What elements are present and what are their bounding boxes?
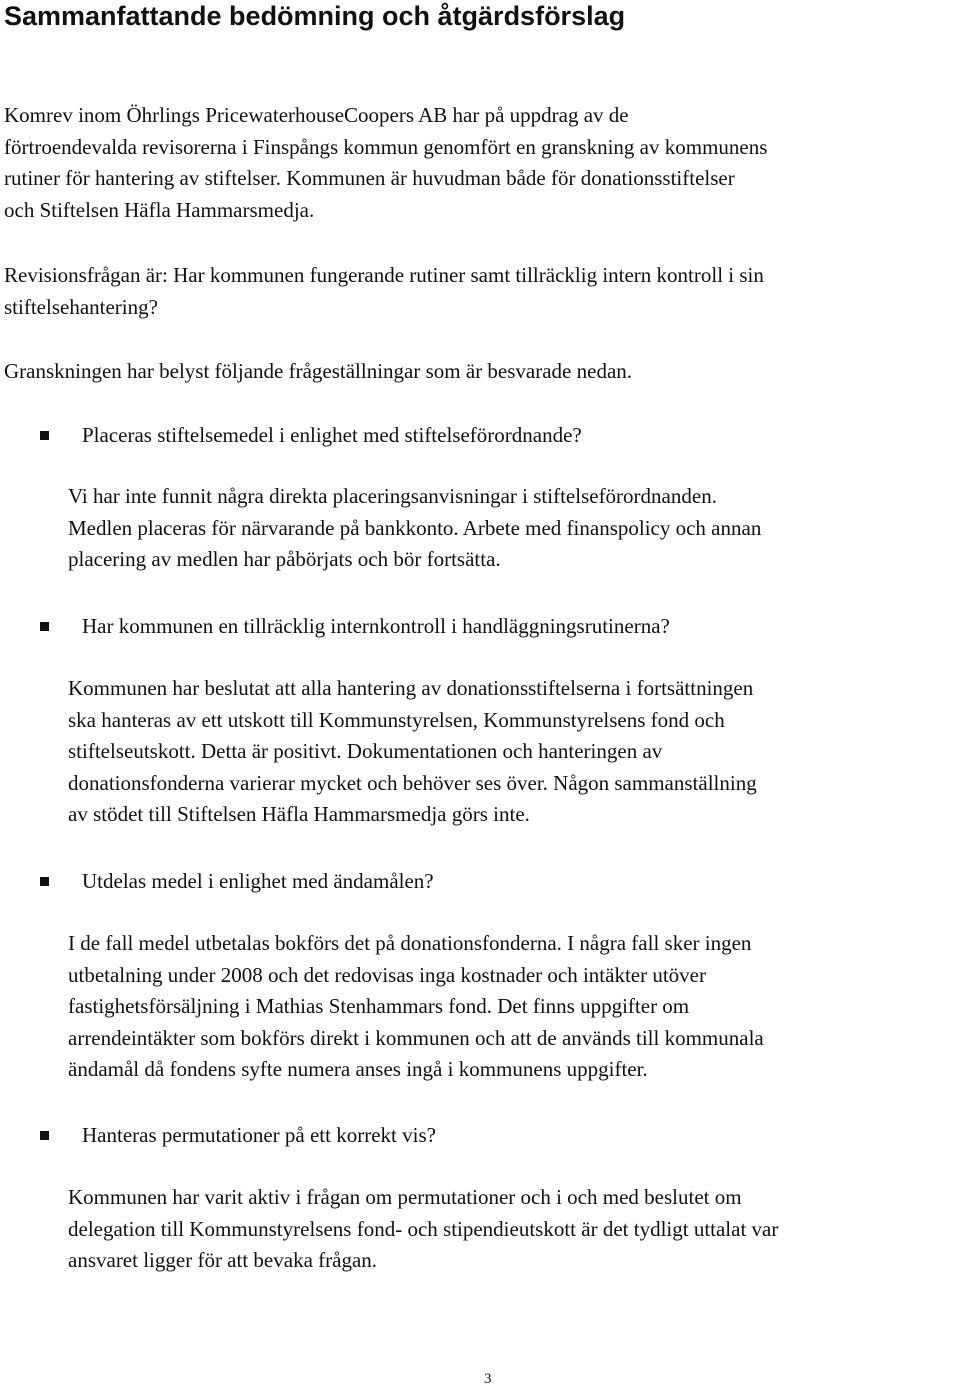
answer-line: fastighetsförsäljning i Mathias Stenhammars fond. Det finns uppgifter om: [68, 994, 690, 1018]
answer-line: placering av medlen har påbörjats och bör fortsätta.: [68, 547, 501, 571]
page-number: 3: [484, 1371, 492, 1387]
answer-line: stiftelseutskott. Detta är positivt. Dokumentationen och hanteringen av: [68, 739, 663, 763]
square-bullet-icon: [40, 1131, 49, 1140]
lead-line: Granskningen har belyst följande frågeställningar som är besvarade nedan.: [4, 359, 633, 383]
answer-line: arrendeintäkter som bokförs direkt i kommunen och att de används till kommunala: [68, 1025, 764, 1050]
answer-line: Kommunen har beslutat att alla hantering av donationsstiftelserna i fortsättningen: [68, 676, 754, 700]
intro-line: och Stiftelsen Häfla Hammarsmedja.: [4, 197, 315, 222]
lead-paragraph: [4, 356, 959, 388]
bullet-question: Har kommunen en tillräcklig internkontroll i handläggningsrutinerna?: [82, 614, 670, 638]
bullet-question: Placeras stiftelsemedel i enlighet med stiftelseförordnande?: [82, 423, 582, 447]
answer-line: donationsfonderna varierar mycket och behöver ses över. Någon sammanställning: [68, 770, 757, 795]
square-bullet-icon: [40, 622, 49, 631]
question-line: Revisionsfrågan är: Har kommunen fungerande rutiner samt tillräcklig intern kontroll i sin: [4, 263, 764, 287]
intro-paragraph: [4, 100, 959, 226]
answer-paragraph: [68, 673, 958, 831]
answer-paragraph: [68, 481, 958, 576]
bullet-question: Utdelas medel i enlighet med ändamålen?: [82, 869, 434, 893]
answer-line: av stödet till Stiftelsen Häfla Hammarsmedja görs inte.: [68, 802, 530, 826]
answer-line: ändamål då fondens syfte numera anses ingå i kommunens uppgifter.: [68, 1057, 648, 1081]
intro-line: Komrev inom Öhrlings PricewaterhouseCoopers AB har på uppdrag av de: [4, 103, 629, 127]
intro-line: rutiner för hantering av stiftelser. Kommunen är huvudman både för donationsstiftelser: [4, 166, 735, 190]
answer-line: ansvaret ligger för att bevaka frågan.: [68, 1248, 378, 1272]
intro-line: förtroendevalda revisorerna i Finspångs kommun genomfört en granskning av kommunens: [4, 134, 768, 159]
answer-line: delegation till Kommunstyrelsens fond- och stipendieutskott är det tydligt uttalat var: [68, 1216, 779, 1241]
question-line: stiftelsehantering?: [4, 294, 158, 319]
answer-line: ska hanteras av ett utskott till Kommunstyrelsen, Kommunstyrelsens fond och: [68, 707, 725, 732]
answer-line: utbetalning under 2008 och det redovisas inga kostnader och intäkter utöver: [68, 962, 706, 987]
answer-line: Medlen placeras för närvarande på bankkonto. Arbete med finanspolicy och annan: [68, 515, 762, 540]
answer-line: I de fall medel utbetalas bokförs det på donationsfonderna. I några fall sker ingen: [68, 931, 752, 955]
answer-line: Vi har inte funnit några direkta placeringsanvisningar i stiftelseförordnanden.: [68, 484, 717, 508]
square-bullet-icon: [40, 877, 49, 886]
section-heading: Sammanfattande bedömning och åtgärdsförslag: [4, 1, 626, 31]
question-paragraph: [4, 260, 959, 323]
answer-paragraph: [68, 1182, 958, 1277]
square-bullet-icon: [40, 431, 49, 440]
answer-paragraph: [68, 928, 958, 1086]
answer-line: Kommunen har varit aktiv i frågan om permutationer och i och med beslutet om: [68, 1185, 742, 1209]
bullet-question: Hanteras permutationer på ett korrekt vis?: [82, 1123, 436, 1147]
